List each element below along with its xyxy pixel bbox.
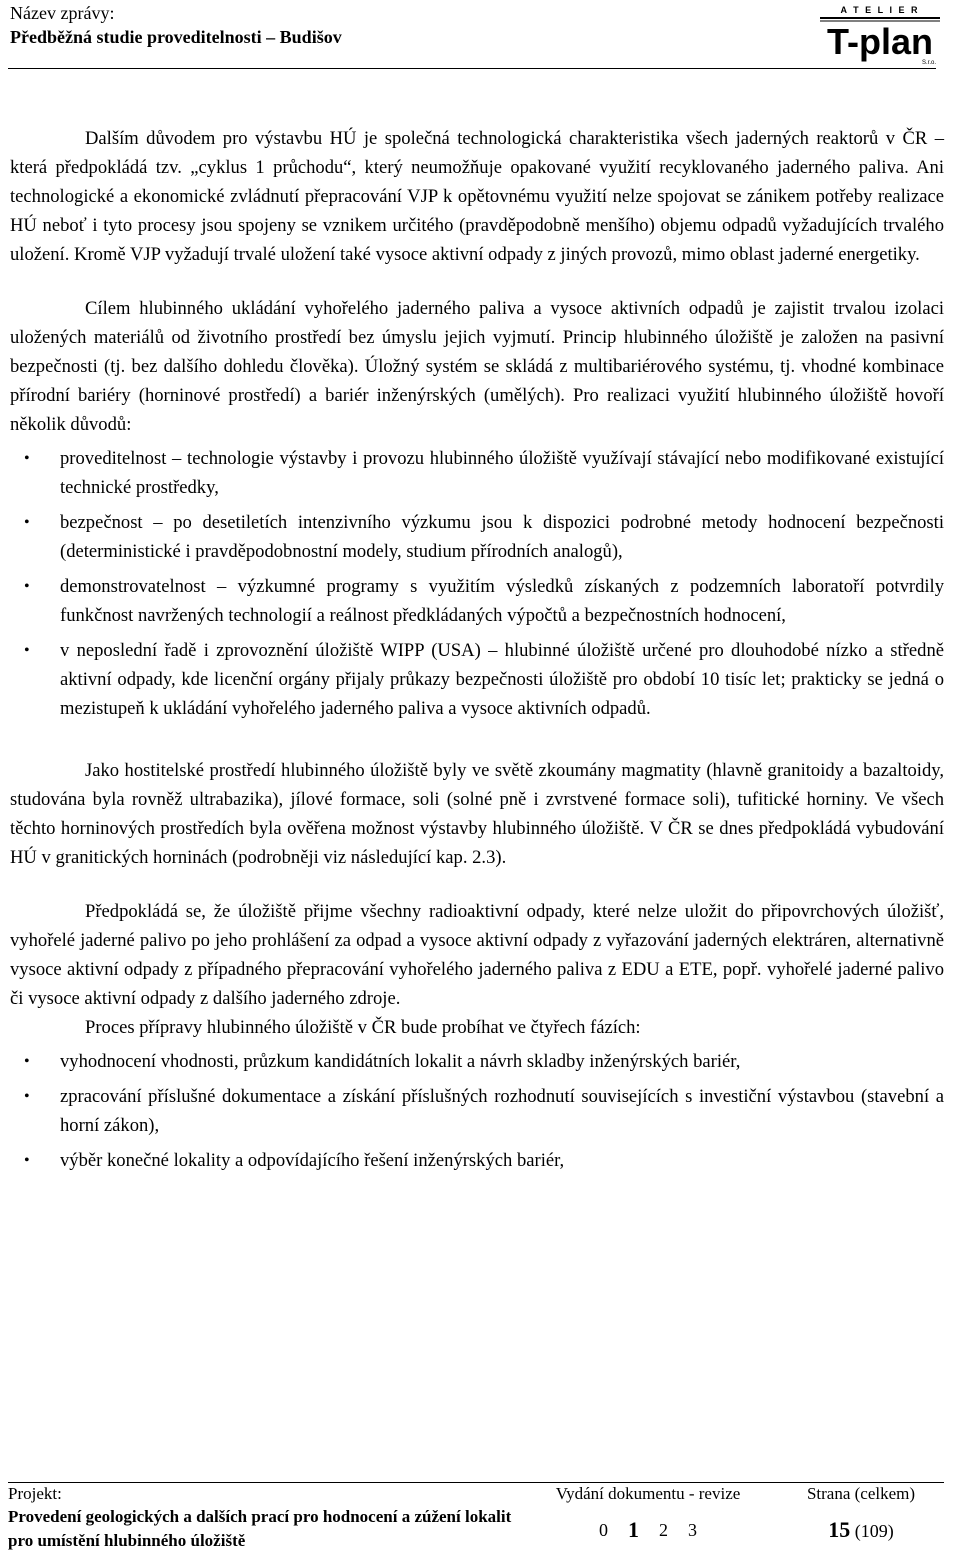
page-number (778, 1505, 944, 1542)
project-label: Projekt: (8, 1484, 62, 1503)
logo-sub-text: S.r.o. (921, 60, 936, 66)
phases-list (10, 1047, 944, 1175)
bullet-icon: • (24, 1088, 30, 1105)
header-divider (8, 68, 936, 69)
project-name: Provedení geologických a dalších prací pro hodnocení a zúžení lokalit pro umístění hlubinného úložiště (8, 1507, 512, 1550)
bullet-icon: • (24, 1152, 30, 1169)
page-footer (8, 1482, 944, 1553)
revision-digit: 0 (599, 1520, 608, 1540)
logo-main-text: T-plan (827, 21, 933, 62)
document-body (10, 124, 944, 1181)
revision-digit: 3 (688, 1520, 697, 1540)
logo-top-text: A T E L I E R (840, 5, 920, 15)
report-title: Předběžná studie proveditelnosti – Budišov (10, 27, 342, 47)
paragraph-host-environment: Jako hostitelské prostředí hlubinného úložiště byly ve světě zkoumány magmatity (hlavně granitoidy a bazaltoidy, studována byla rovněž ultrabazika), jílové formace, soli (solné pně i zvrstvené formace soli), tufitické horniny. Ve všech těchto horninových prostředích byla ověřena možnost výstavby hlubinného úložiště. V ČR se dnes předpokládá vybudování HÚ v granitických horninách (podrobněji viz následující kap. 2.3). (10, 760, 944, 868)
issue-label: Vydání dokumentu - revize (555, 1484, 741, 1503)
bullet-icon: • (24, 1053, 30, 1070)
t-plan-logo (818, 4, 942, 66)
list-item: • demonstrovatelnost – výzkumné programy s využitím výsledků získaných z podzemních laboratoří potvrdily funkčnost navržených technologií a reálnost předkládaných výpočtů a bezpečnostních hodnocení, (10, 572, 944, 630)
list-item: • v neposlední řadě i zprovoznění úložiště WIPP (USA) – hlubinné úložiště určené pro dlouhodobé nízko a středně aktivní odpady, kde licenční orgány přijaly průkazy bezpečnosti úložiště pro období 10 tisíc let; prakticky se jedná o mezistupeň k ukládání vyhořelého jaderného paliva a vysoce aktivních odpadů. (10, 636, 944, 723)
list-item: • proveditelnost – technologie výstavby i provozu hlubinného úložiště využívají stávající nebo modifikované existující technické prostředky, (10, 444, 944, 502)
report-header (10, 2, 342, 50)
list-item: • bezpečnost – po desetiletích intenzivního výzkumu jsou k dispozici podrobné metody hodnocení bezpečnosti (deterministické i pravděpodobnostní modely, studium přírodních analogů), (10, 508, 944, 566)
paragraph-reasons-hu: Dalším důvodem pro výstavbu HÚ je společná technologická charakteristika všech jaderných reaktorů v ČR – která předpokládá tzv. „cyklus 1 průchodu“, který neumožňuje opakované využití recyklovaného jaderného paliva. Ani technologické a ekonomické zvládnutí přepracování VJP k opětovnému využití nelze spojovat se zánikem potřeby realizace HÚ neboť i tyto procesy jsou spojeny se vznikem určitého (pravděpodobně menšího) objemu odpadů vyžadujících trvalého uložení. Kromě VJP vyžadují trvalé uložení také vysoce aktivní odpady z jiných provozů, mimo oblast jaderné energetiky. (10, 128, 944, 265)
list-item: • zpracování příslušné dokumentace a získání příslušných rozhodnutí souvisejících s investiční výstavbou (stavební a horní zákon), (10, 1082, 944, 1140)
bullet-icon: • (24, 450, 30, 467)
bullet-icon: • (24, 642, 30, 659)
revision-digit: 2 (659, 1520, 668, 1540)
bullet-icon: • (24, 578, 30, 595)
page-current: 15 (828, 1517, 851, 1542)
page-total: (109) (854, 1521, 894, 1541)
list-item: • výběr konečné lokality a odpovídajícího řešení inženýrských bariér, (10, 1146, 944, 1175)
report-name-label: Název zprávy: (10, 3, 115, 23)
reasons-list (10, 444, 944, 723)
revision-digits (518, 1505, 778, 1541)
paragraph-accepted-waste: Předpokládá se, že úložiště přijme všechny radioaktivní odpady, které nelze uložit do připovrchových úložišť, vyhořelé jaderné palivo po jeho prohlášení za odpad a vysoce aktivní odpady z vyřazování jaderných elektráren, alternativně vysoce aktivní odpady z případného přepracování vyhořelého jaderného paliva z EDU a ETE, popř. vyhořelé jaderné palivo či vysoce aktivní odpady z dalšího jaderného zdroje. (10, 901, 944, 1009)
bullet-icon: • (24, 514, 30, 531)
list-item: • vyhodnocení vhodnosti, průzkum kandidátních lokalit a návrh skladby inženýrských bariér, (10, 1047, 944, 1076)
paragraph-phases-intro: Proces přípravy hlubinného úložiště v ČR bude probíhat ve čtyřech fázích: (85, 1017, 641, 1038)
revision-digit-current: 1 (628, 1517, 639, 1542)
paragraph-goal: Cílem hlubinného ukládání vyhořelého jaderného paliva a vysoce aktivních odpadů je zajistit trvalou izolaci uložených materiálů od životního prostředí bez úmyslu jejich vyjmutí. Princip hlubinného úložiště je založen na pasivní bezpečnosti (tj. bez dalšího dohledu člověka). Úložný systém se skládá z multibariérového systému, tj. vhodné kombinace přírodní bariéry (horninové prostředí) a bariér inženýrských (umělých). Pro realizaci využití hlubinného úložiště hovoří několik důvodů: (10, 298, 944, 435)
page-label: Strana (celkem) (806, 1484, 916, 1503)
